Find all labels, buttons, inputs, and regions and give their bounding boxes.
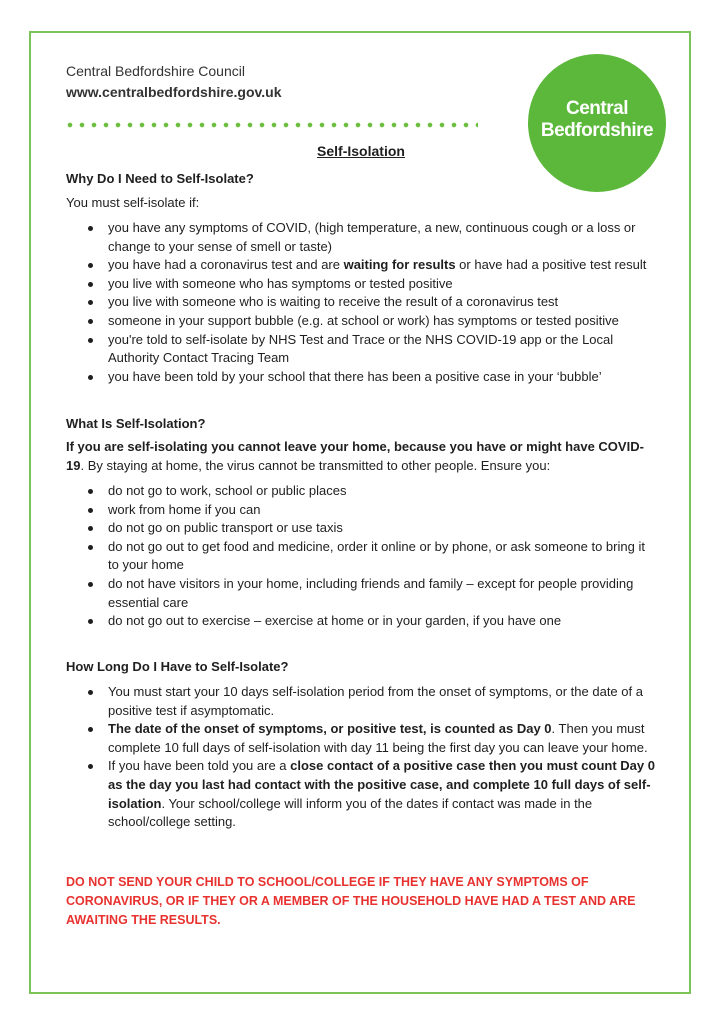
section-heading-how-long: How Long Do I Have to Self-Isolate? bbox=[66, 659, 289, 674]
council-website: www.centralbedfordshire.gov.uk bbox=[66, 84, 282, 100]
list-item: do not go on public transport or use taxis bbox=[86, 519, 656, 538]
list-item: you have had a coronavirus test and are waiting for results or have had a positive test result bbox=[86, 256, 656, 275]
list-item: do not go out to exercise – exercise at home or in your garden, if you have one bbox=[86, 612, 656, 631]
isolation-rules-list bbox=[86, 482, 656, 631]
list-item: you live with someone who is waiting to receive the result of a coronavirus test bbox=[86, 293, 656, 312]
list-item: You must start your 10 days self-isolation period from the onset of symptoms, or the date of a positive test if asymptomatic. bbox=[86, 683, 656, 720]
list-item: you have been told by your school that there has been a positive case in your ‘bubble’ bbox=[86, 368, 656, 387]
document-title: Self-Isolation bbox=[317, 143, 405, 159]
warning-notice: DO NOT SEND YOUR CHILD TO SCHOOL/COLLEGE IF THEY HAVE ANY SYMPTOMS OF CORONAVIRUS, OR IF THEY OR A MEMBER OF THE HOUSEHOLD HAVE HAD A TEST AND ARE AWAITING THE RESULTS. bbox=[66, 875, 636, 927]
section-heading-what: What Is Self-Isolation? bbox=[66, 416, 206, 431]
list-item: someone in your support bubble (e.g. at school or work) has symptoms or tested positive bbox=[86, 312, 656, 331]
council-name: Central Bedfordshire Council bbox=[66, 63, 245, 79]
logo-text-line2: Bedfordshire bbox=[540, 120, 654, 141]
list-item: do not have visitors in your home, including friends and family – except for people providing essential care bbox=[86, 575, 656, 612]
reasons-list bbox=[86, 219, 656, 386]
list-item: you have any symptoms of COVID, (high temperature, a new, continuous cough or a loss or change to your sense of smell or taste) bbox=[86, 219, 656, 256]
list-item: do not go to work, school or public places bbox=[86, 482, 656, 501]
list-item: work from home if you can bbox=[86, 501, 656, 520]
council-logo bbox=[528, 54, 666, 192]
list-item: you're told to self-isolate by NHS Test and Trace or the NHS COVID-19 app or the Local Authority Contact Tracing Team bbox=[86, 331, 656, 368]
dotted-divider bbox=[64, 121, 478, 129]
section-intro-what: If you are self-isolating you cannot leave your home, because you have or might have COVID-19. By staying at home, the virus cannot be transmitted to other people. Ensure you: bbox=[66, 439, 644, 473]
section-heading-why: Why Do I Need to Self-Isolate? bbox=[66, 171, 254, 186]
list-item: you live with someone who has symptoms or tested positive bbox=[86, 275, 656, 294]
list-item: The date of the onset of symptoms, or positive test, is counted as Day 0. Then you must complete 10 full days of self-isolation with day 11 being the first day you can leave your home. bbox=[86, 720, 656, 757]
list-item: do not go out to get food and medicine, order it online or by phone, or ask someone to bring it to your home bbox=[86, 538, 656, 575]
duration-list bbox=[86, 683, 656, 832]
section-intro-why: You must self-isolate if: bbox=[66, 195, 200, 210]
list-item: If you have been told you are a close contact of a positive case then you must count Day 0 as the day you last had contact with the positive case, and complete 10 full days of self-isolation. Your school/college will inform you of the dates if contact was made in the school/college setting. bbox=[86, 757, 656, 831]
logo-text-line1: Central bbox=[566, 98, 628, 119]
